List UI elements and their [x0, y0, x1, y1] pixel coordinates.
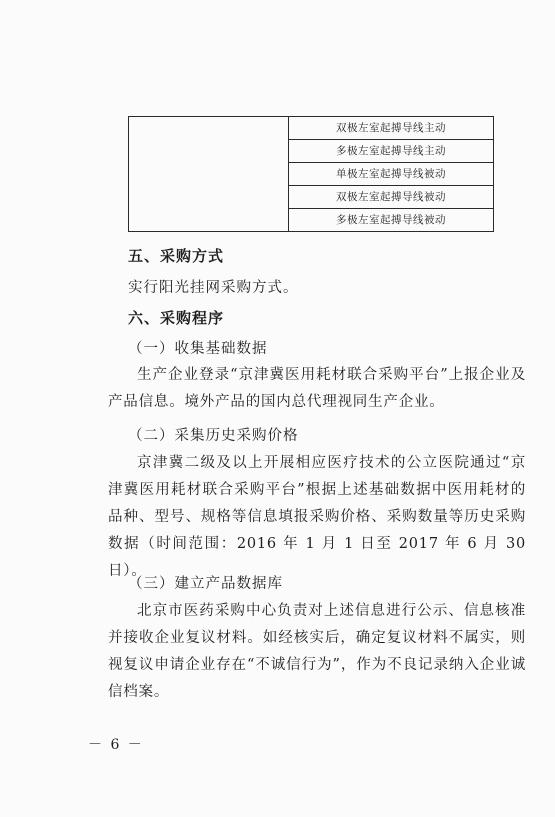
- paragraph-product-database: 北京市医药采购中心负责对上述信息进行公示、信息核准并接收企业复议材料。如经核实后，确定复议材料不属实，则视复议申请企业存在“不诚信行为”，作为不良记录纳入企业诚信档案。: [108, 603, 526, 700]
- subheading-collect-data: （一）收集基础数据: [128, 341, 268, 357]
- table-row: 双极左室起搏导线主动: [289, 117, 493, 140]
- paragraph-historical-prices: 京津冀二级及以上开展相应医疗技术的公立医院通过“京津冀医用耗材联合采购平台”根据上述基础数据中医用耗材的品种、型号、规格等信息填报采购价格、采购数量等历史采购数据（时间范围：2016 年 1 月 1 日至 2017 年 6 月 30 日）。: [108, 455, 526, 579]
- table-row: 多极左室起搏导线被动: [336, 214, 446, 226]
- page-number: － 6 －: [88, 737, 144, 753]
- subheading-historical-prices: （二）采集历史采购价格: [128, 428, 299, 444]
- table-merged-cell: [129, 117, 289, 231]
- product-table: [128, 116, 494, 232]
- table-rows: [289, 117, 493, 231]
- section-heading-procurement-method: 五、采购方式: [128, 247, 225, 265]
- subheading-product-database: （三）建立产品数据库: [128, 576, 283, 592]
- procurement-method-text: 实行阳光挂网采购方式。: [128, 280, 299, 296]
- table-row: 单极左室起搏导线被动: [289, 163, 493, 186]
- section-heading-procurement-procedure: 六、采购程序: [128, 309, 225, 327]
- table-row: 双极左室起搏导线被动: [289, 186, 493, 209]
- table-row: 多极左室起搏导线主动: [289, 140, 493, 163]
- paragraph-collect-data: 生产企业登录“京津冀医用耗材联合采购平台”上报企业及产品信息。境外产品的国内总代理视同生产企业。: [108, 367, 526, 410]
